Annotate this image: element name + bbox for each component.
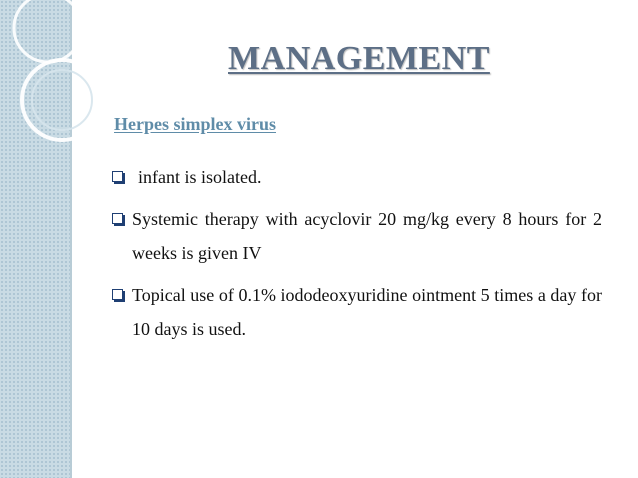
bullet-item bbox=[110, 202, 602, 270]
bullet-item bbox=[110, 160, 602, 194]
hollow-square-bullet-icon bbox=[112, 289, 123, 300]
bullet-item bbox=[110, 278, 602, 346]
slide-title: MANAGEMENT bbox=[228, 40, 490, 77]
bullet-text: infant is isolated. bbox=[138, 167, 262, 187]
concentric-rings-decoration bbox=[0, 0, 120, 180]
hollow-square-bullet-icon bbox=[112, 213, 123, 224]
bullet-text: Topical use of 0.1% iododeoxyuridine ointment 5 times a day for 10 days is used. bbox=[132, 285, 602, 339]
slide-subtitle: Herpes simplex virus bbox=[114, 114, 276, 134]
hollow-square-bullet-icon bbox=[112, 171, 123, 182]
bullet-list bbox=[110, 160, 602, 354]
bullet-text: Systemic therapy with acyclovir 20 mg/kg every 8 hours for 2 weeks is given IV bbox=[132, 209, 602, 263]
